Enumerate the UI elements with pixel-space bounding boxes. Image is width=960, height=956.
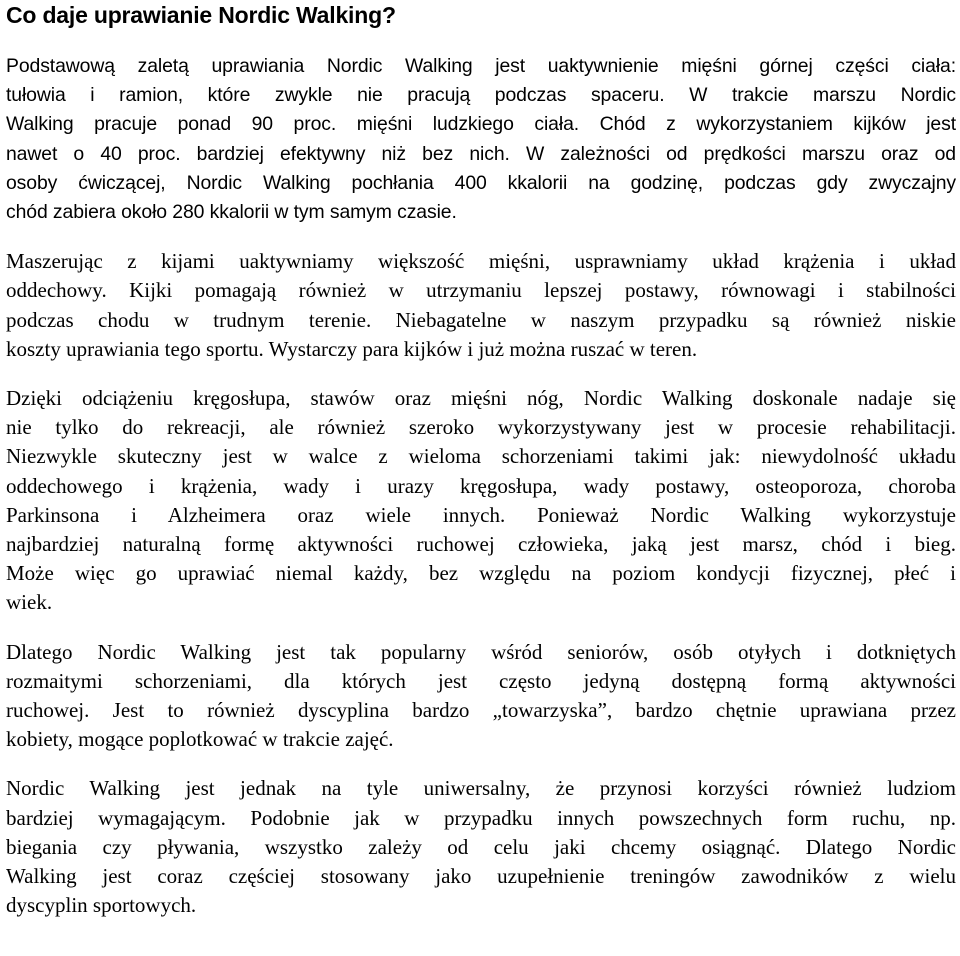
paragraph-line: oddechowy. Kijki pomagają również w utrzymaniu lepszej postawy, równowagi i stabilności [6, 278, 956, 303]
paragraph-rehabilitation [6, 384, 956, 618]
paragraph-line: Dzięki odciążeniu kręgosłupa, stawów oraz mięśni nóg, Nordic Walking doskonale nadaje się [6, 386, 956, 411]
paragraph-line: Maszerując z kijami uaktywniamy większość mięśni, usprawniamy układ krążenia i układ [6, 249, 956, 274]
document-page [6, 0, 956, 956]
paragraph-line: biegania czy pływania, wszystko zależy od celu jaki chcemy osiągnąć. Dlatego Nordic [6, 834, 956, 859]
paragraph-line: Może więc go uprawiać niemal każdy, bez względu na poziom kondycji fizycznej, płeć i [6, 561, 956, 586]
paragraph-line: rozmaitymi schorzeniami, dla których jest często jedyną dostępną formą aktywności [6, 668, 956, 693]
paragraph-line: nie tylko do rekreacji, ale również szeroko wykorzystywany jest w procesie rehabilitacji. [6, 415, 956, 440]
paragraph-line: Walking pracuje ponad 90 proc. mięśni ludzkiego ciała. Chód z wykorzystaniem kijków jest [6, 113, 956, 136]
paragraph-line: dyscyplin sportowych. [6, 893, 197, 918]
paragraph-line: Dlatego Nordic Walking jest tak popularny wśród seniorów, osób otyłych i dotkniętych [6, 639, 956, 664]
paragraph-athletes [6, 774, 956, 920]
paragraph-line: Parkinsona i Alzheimera oraz wiele innych. Ponieważ Nordic Walking wykorzystuje [6, 502, 956, 527]
paragraph-line: bardziej wymagającym. Podobnie jak w przypadku innych powszechnych form ruchu, np. [6, 805, 956, 830]
paragraph-line: Podstawową zaletą uprawiania Nordic Walking jest uaktywnienie mięśni górnej części ciała: [6, 55, 956, 77]
paragraph-line: koszty uprawiania tego sportu. Wystarczy para kijków i już można ruszać w teren. [6, 336, 698, 361]
paragraph-line: ruchowej. Jest to również dyscyplina bardzo „towarzyska”, bardzo chętnie uprawiana przez [6, 698, 956, 723]
paragraph-line: podczas chodu w trudnym terenie. Niebagatelne w naszym przypadku są również niskie [6, 307, 956, 332]
paragraph-line: osoby ćwiczącej, Nordic Walking pochłania 400 kkalorii na godzinę, podczas gdy zwyczajny [6, 171, 956, 194]
paragraph-line: Niezwykle skuteczny jest w walce z wieloma schorzeniami takimi jak: niewydolność układu [6, 444, 956, 469]
paragraph-line: kobiety, mogące poplotkować w trakcie zajęć. [6, 727, 394, 752]
paragraph-line: najbardziej naturalną formę aktywności ruchowej człowieka, jaką jest marsz, chód i bieg. [6, 532, 956, 557]
paragraph-muscles [6, 247, 956, 364]
paragraph-benefits [6, 52, 956, 227]
paragraph-seniors [6, 638, 956, 755]
page-title: Co daje uprawianie Nordic Walking? [6, 2, 396, 28]
paragraph-line: wiek. [6, 590, 53, 615]
paragraph-line: Walking jest coraz częściej stosowany jako uzupełnienie treningów zawodników z wielu [6, 864, 956, 889]
paragraph-line: oddechowego i krążenia, wady i urazy kręgosłupa, wady postawy, osteoporoza, choroba [6, 473, 956, 498]
paragraph-line: tułowia i ramion, które zwykle nie pracują podczas spaceru. W trakcie marszu Nordic [6, 84, 956, 107]
paragraph-line: chód zabiera około 280 kkalorii w tym samym czasie. [6, 201, 457, 224]
paragraph-line: nawet o 40 proc. bardziej efektywny niż bez nich. W zależności od prędkości marszu oraz od [6, 142, 956, 165]
paragraph-line: Nordic Walking jest jednak na tyle uniwersalny, że przynosi korzyści również ludziom [6, 776, 956, 801]
